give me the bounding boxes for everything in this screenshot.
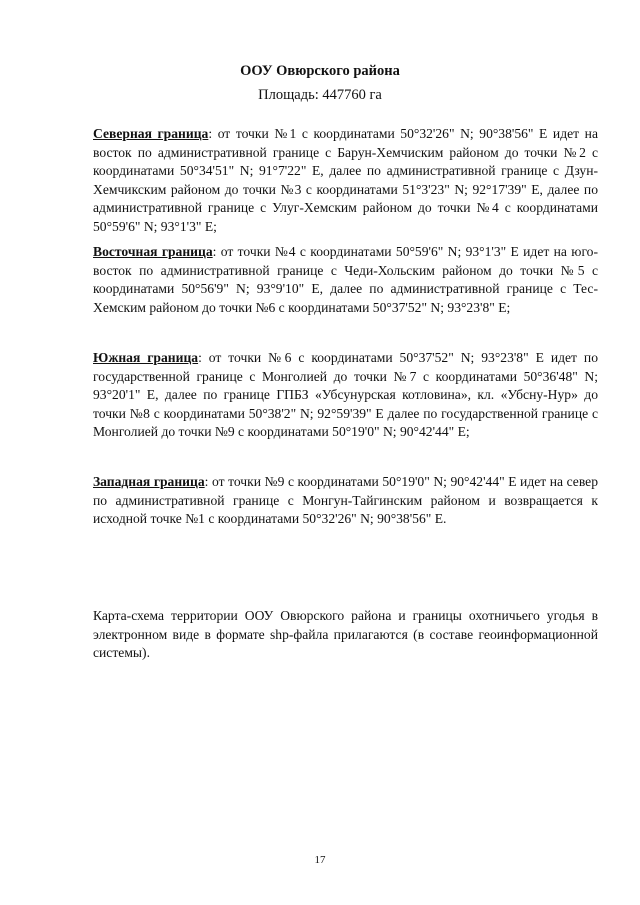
west-boundary-heading: Западная граница	[93, 474, 205, 489]
north-boundary-heading: Северная граница	[93, 126, 209, 141]
west-boundary-paragraph	[93, 473, 598, 529]
south-boundary-text: : от точки №6 с координатами 50°37'52" N; 93°23'8" E идет по государственной границе с Монголией до точки №7 с координатами 50°36'48" N; 93°20'1" E, далее по границе ГПБЗ «Убсунурская котловина», кл. «Убсну-Нур» до точки №8 с координатами 50°38'2" N; 92°59'39" E далее по государственной границе с Монголией до точки №9 с координатами 50°19'0" N; 90°42'44" E;	[93, 350, 598, 439]
east-boundary-heading: Восточная граница	[93, 244, 213, 259]
south-boundary-paragraph	[93, 349, 598, 442]
north-boundary-paragraph	[93, 125, 598, 236]
north-boundary-text: : от точки №1 с координатами 50°32'26" N; 90°38'56" E идет на восток по административной границе с Барун-Хемчиским районом до точки №2 с координатами 50°34'51" N; 91°7'22" E, далее по административной границе с Дзун-Хемчикским районом до точки №3 с координатами 51°3'23" N; 92°17'39" E, далее по административной границе с Улуг-Хемским районом до точки №4 с координатами 50°59'6" N; 93°1'3" E;	[93, 126, 598, 234]
map-attachment-note: Карта-схема территории ООУ Овюрского района и границы охотничьего угодья в электронном виде в формате shp-файла прилагаются (в составе геоинформационной системы).	[93, 608, 598, 660]
page-number: 17	[314, 854, 326, 866]
document-title: ООУ Овюрского района	[240, 63, 400, 79]
east-boundary-text: : от точки №4 с координатами 50°59'6" N; 93°1'3" E идет на юго-восток по административной границе с Чеди-Хольским районом до точки №5 с координатами 50°56'9" N; 93°9'10" E, далее по административной границе с Тес-Хемским районом до точки №6 с координатами 50°37'52" N; 93°23'8" E;	[93, 244, 598, 315]
area-line: Площадь: 447760 га	[258, 87, 382, 103]
west-boundary-text: : от точки №9 с координатами 50°19'0" N; 90°42'44" E идет на север по административной границе с Монгун-Тайгинским районом и возвращается к исходной точке №1 с координатами 50°32'26" N; 90°38'56" E.	[93, 474, 598, 526]
south-boundary-heading: Южная граница	[93, 350, 199, 365]
east-boundary-paragraph	[93, 243, 598, 317]
